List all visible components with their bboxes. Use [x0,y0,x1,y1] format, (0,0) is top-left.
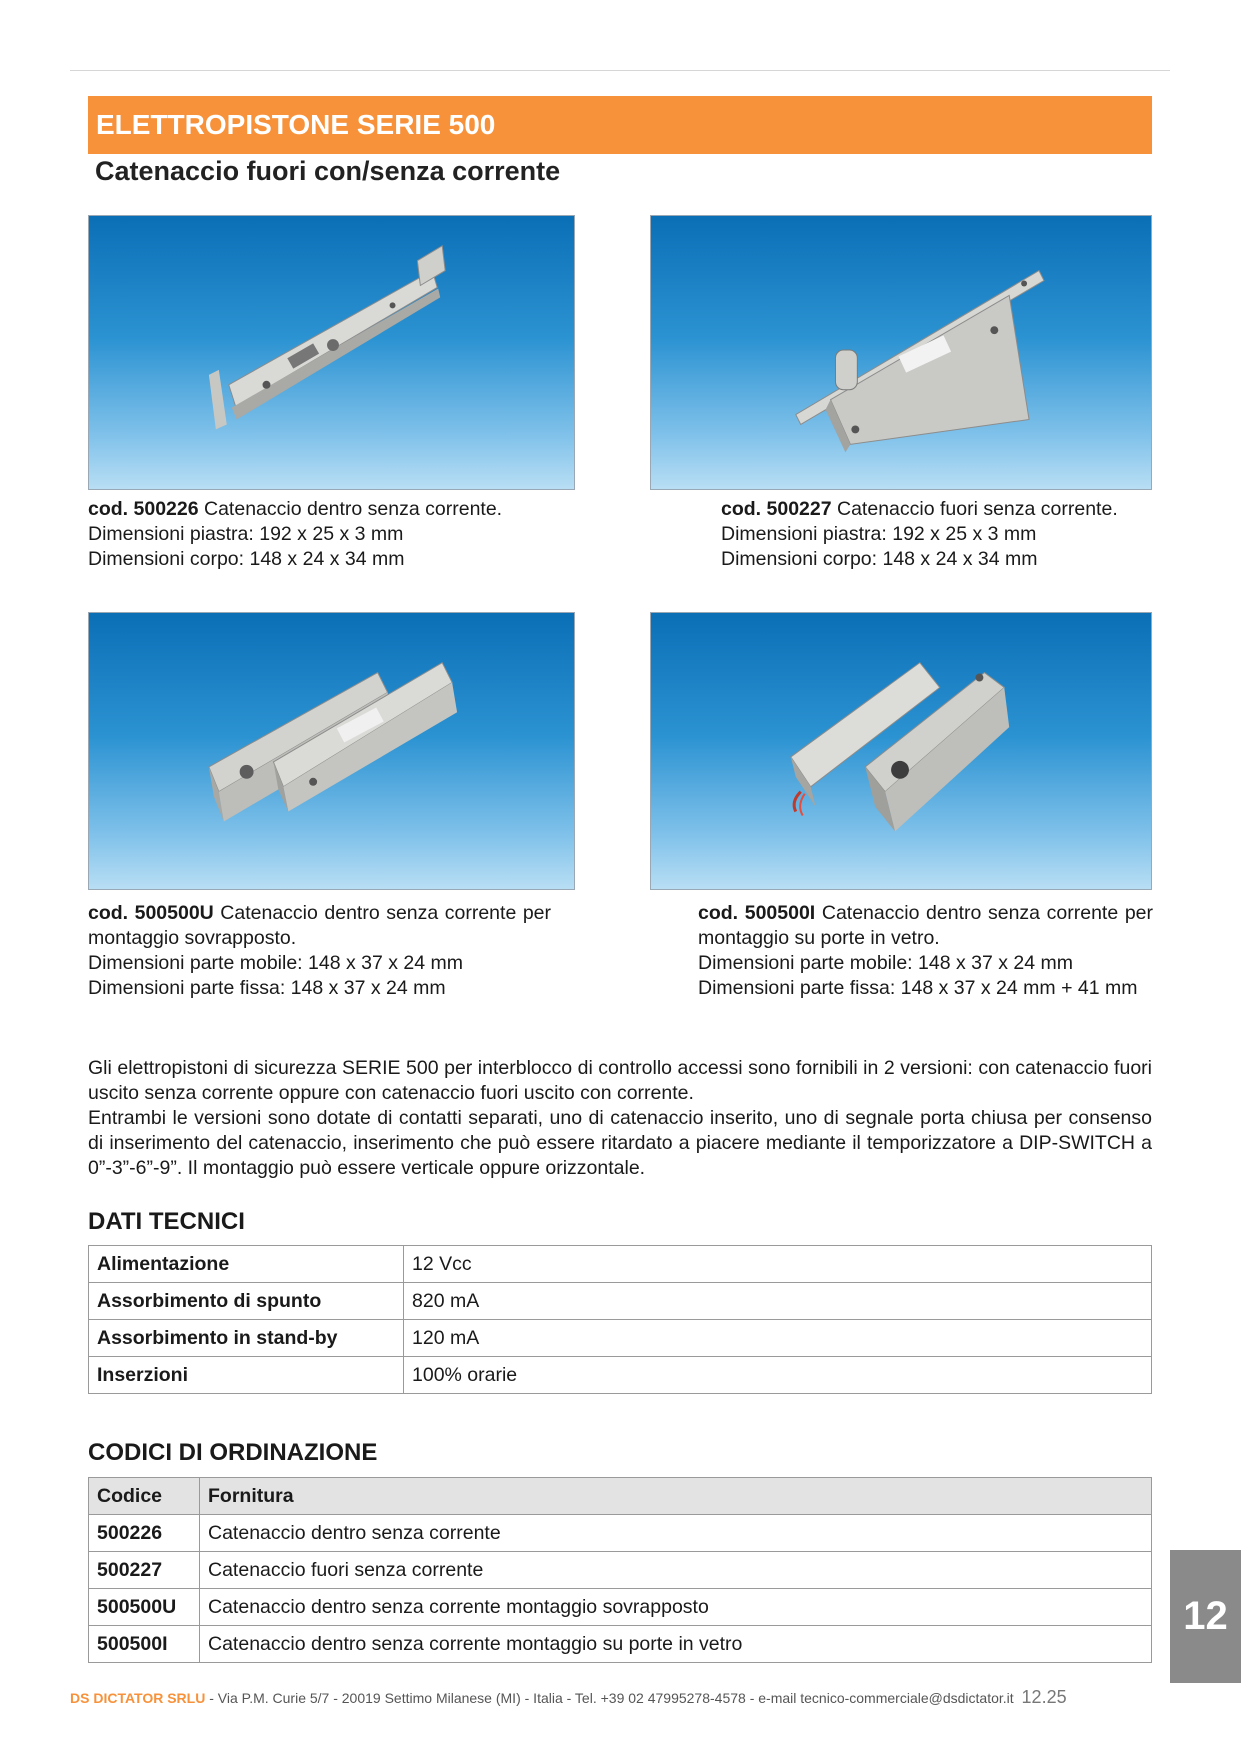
table-row [89,1320,1152,1357]
page-number: 12.25 [1021,1687,1067,1707]
order-code: 500226 [89,1515,200,1552]
table-header-row [89,1478,1152,1515]
table-row [89,1589,1152,1626]
product-description: Catenaccio dentro senza corrente per montaggio su porte in vetro. [698,902,1153,949]
product-caption-500500U [88,901,551,1001]
intro-paragraph: Gli elettropistoni di sicurezza SERIE 500 per interblocco di controllo accessi sono fornibili in 2 versioni: con catenaccio fuori uscito senza corrente oppure con catenaccio fuori uscito con corrente. [88,1057,1152,1104]
spec-value: 120 mA [404,1320,1152,1357]
product-description: Catenaccio dentro senza corrente per montaggio sovrapposto. [88,902,551,949]
product-code: cod. 500226 [88,498,199,520]
top-divider [70,70,1170,71]
footer-address: - Via P.M. Curie 5/7 - 20019 Settimo Milanese (MI) - Italia - Tel. +39 02 47995278-4578 - e-mail tecnico-commerciale@dsdictator.it [205,1690,1014,1706]
intro-paragraph: Entrambi le versioni sono dotate di contatti separati, uno di catenaccio inserito, uno di segnale porta chiusa per consenso di inserimento del catenaccio, inserimento che può essere ritardato a piacere mediante il temporizzatore a DIP-SWITCH a 0”-3”-6”-9”. Il montaggio può essere verticale oppure orizzontale. [88,1107,1152,1179]
spec-label: Assorbimento in stand-by [89,1320,404,1357]
product-caption-500226 [88,497,588,572]
spec-label: Alimentazione [89,1246,404,1283]
bolt-lock-image [89,216,574,489]
product-description: Catenaccio fuori senza corrente. [837,498,1118,520]
footer-company: DS DICTATOR SRLU [70,1690,206,1706]
table-row [89,1515,1152,1552]
column-header-supply: Fornitura [200,1478,1152,1515]
product-caption-500500I [698,901,1153,1001]
order-codes-table [88,1477,1152,1663]
product-code: cod. 500500I [698,902,816,924]
bolt-lock-image [651,216,1151,489]
product-dimension: Dimensioni parte fissa: 148 x 37 x 24 mm [88,977,446,999]
tech-data-table [88,1245,1152,1394]
product-photo-500227 [650,215,1152,490]
product-code: cod. 500227 [721,498,832,520]
order-codes-title: CODICI DI ORDINAZIONE [88,1439,378,1466]
product-dimension: Dimensioni corpo: 148 x 24 x 34 mm [721,548,1038,570]
product-dimension: Dimensioni piastra: 192 x 25 x 3 mm [721,523,1037,545]
tech-data-title: DATI TECNICI [88,1208,245,1235]
order-code: 500500I [89,1626,200,1663]
order-code: 500227 [89,1552,200,1589]
table-row [89,1246,1152,1283]
product-dimension: Dimensioni parte fissa: 148 x 37 x 24 mm + 41 mm [698,977,1138,999]
page-title: ELETTROPISTONE SERIE 500 [88,96,1152,154]
column-header-code: Codice [89,1478,200,1515]
product-photo-500500U [88,612,575,890]
order-description: Catenaccio dentro senza corrente [200,1515,1152,1552]
page-footer [70,1687,1067,1708]
bolt-lock-image [89,613,574,889]
product-caption-500227 [721,497,1161,572]
product-dimension: Dimensioni parte mobile: 148 x 37 x 24 mm [698,952,1074,974]
product-dimension: Dimensioni piastra: 192 x 25 x 3 mm [88,523,404,545]
page-subtitle: Catenaccio fuori con/senza corrente [95,156,561,186]
product-description: Catenaccio dentro senza corrente. [204,498,503,520]
spec-label: Assorbimento di spunto [89,1283,404,1320]
product-code: cod. 500500U [88,902,214,924]
product-photo-500500I [650,612,1152,890]
chapter-tab: 12 [1170,1550,1241,1683]
table-row [89,1552,1152,1589]
order-description: Catenaccio fuori senza corrente [200,1552,1152,1589]
bolt-lock-image [651,613,1151,889]
spec-value: 100% orarie [404,1357,1152,1394]
table-row [89,1283,1152,1320]
order-description: Catenaccio dentro senza corrente montaggio sovrapposto [200,1589,1152,1626]
product-photo-500226 [88,215,575,490]
spec-value: 820 mA [404,1283,1152,1320]
product-dimension: Dimensioni corpo: 148 x 24 x 34 mm [88,548,405,570]
spec-value: 12 Vcc [404,1246,1152,1283]
spec-label: Inserzioni [89,1357,404,1394]
product-dimension: Dimensioni parte mobile: 148 x 37 x 24 mm [88,952,464,974]
table-row [89,1357,1152,1394]
intro-text [88,1056,1152,1181]
order-description: Catenaccio dentro senza corrente montaggio su porte in vetro [200,1626,1152,1663]
order-code: 500500U [89,1589,200,1626]
table-row [89,1626,1152,1663]
